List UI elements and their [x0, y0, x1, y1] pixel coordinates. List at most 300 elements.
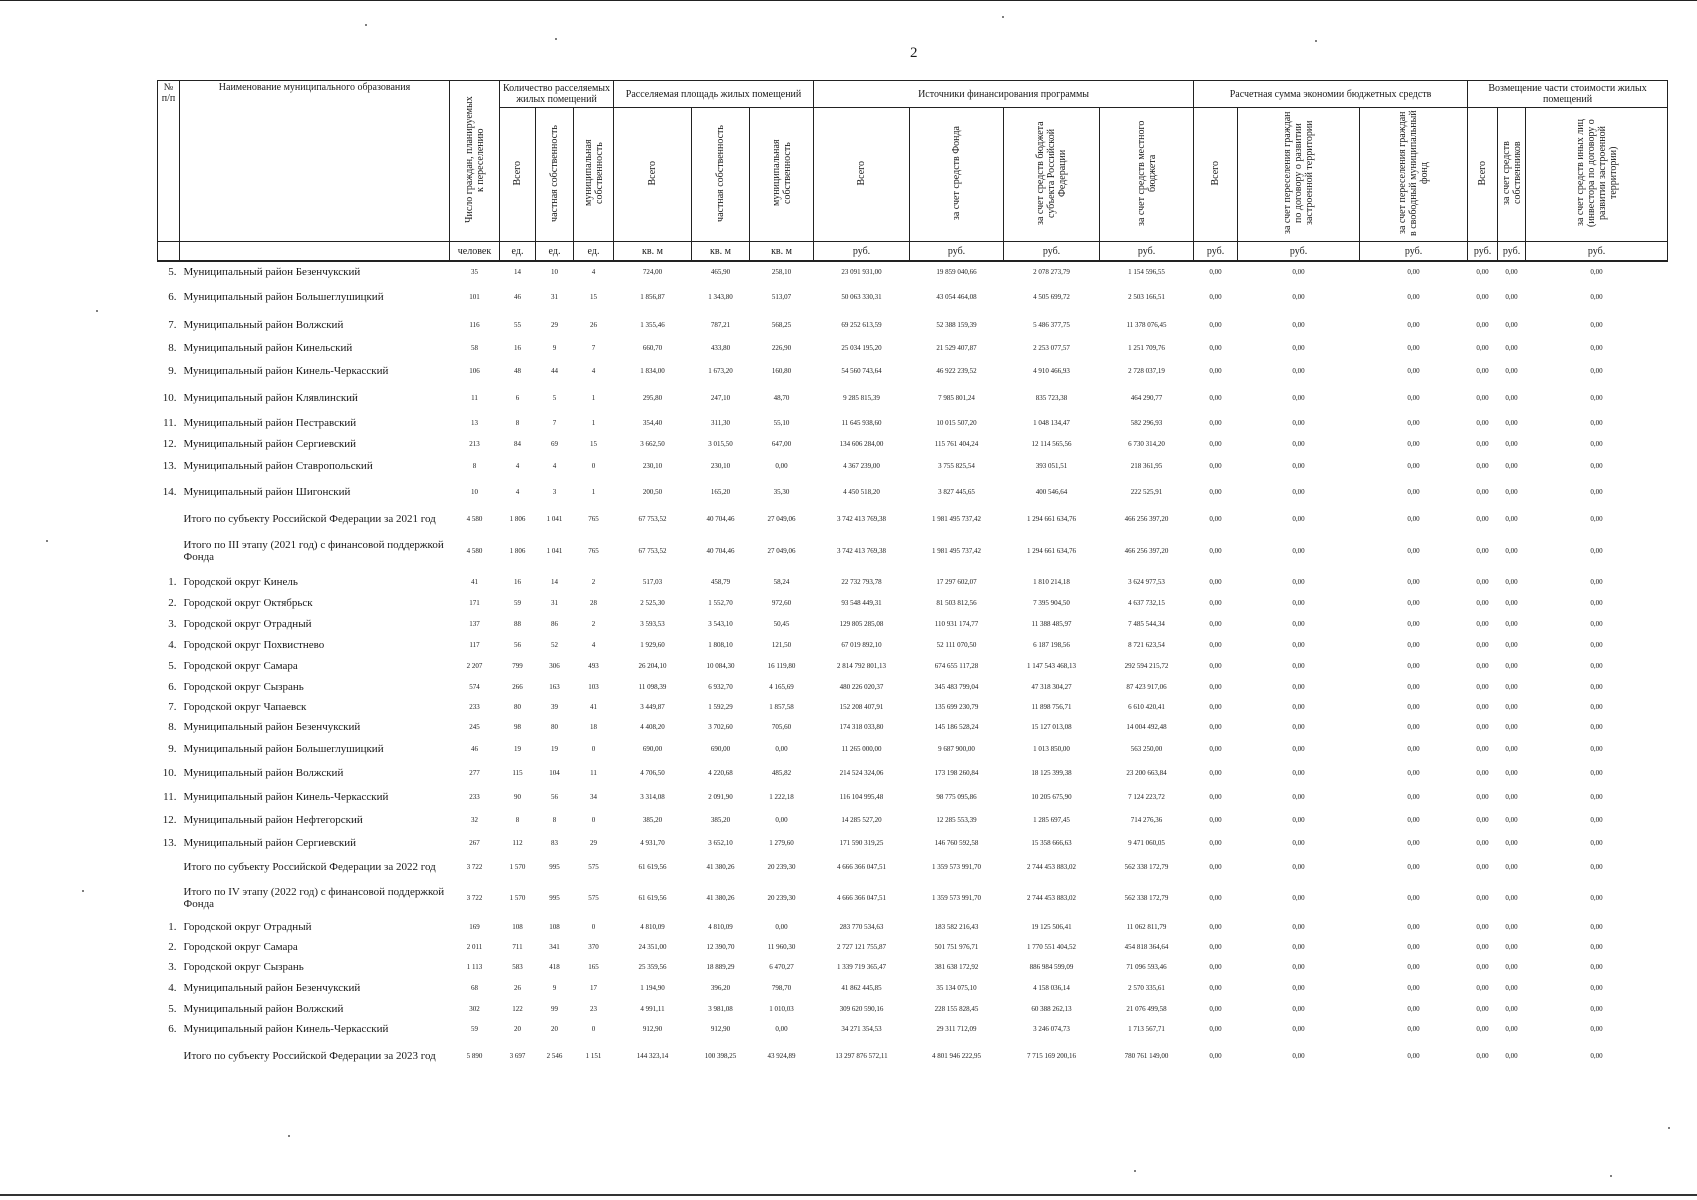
data-cell: 0,00: [1292, 862, 1305, 871]
data-cell: 103: [588, 683, 599, 691]
data-cell: 7: [591, 344, 596, 352]
data-cell: 2 253 077,57: [1033, 344, 1070, 352]
data-cell: 385,20: [642, 816, 663, 824]
page-number: 2: [910, 45, 918, 61]
data-cell: 1 355,46: [640, 320, 665, 329]
data-cell: 1 151: [585, 1052, 602, 1060]
row-name: Муниципальный район Пестравский: [183, 417, 357, 429]
data-cell: 0,00: [1292, 462, 1305, 470]
row-number: 8.: [168, 342, 177, 354]
data-cell: 18 125 399,38: [1031, 769, 1072, 777]
data-cell: 27 049,06: [767, 515, 796, 523]
row-name: Муниципальный район Волжский: [183, 1003, 344, 1015]
table-row: [158, 697, 1668, 717]
data-cell: 9 471 060,05: [1128, 839, 1165, 847]
data-cell: 0,00: [1407, 267, 1420, 276]
data-cell: 1 113: [466, 963, 483, 971]
row-number: 12.: [162, 438, 177, 450]
data-cell: 4 165,69: [769, 683, 794, 691]
data-cell: 160,80: [771, 367, 792, 375]
data-cell: 0,00: [1209, 943, 1222, 951]
data-cell: 8: [552, 816, 557, 824]
data-cell: 2 727 121 755,87: [837, 943, 887, 951]
header-qty-municipal-label: муниципальная собственность: [582, 139, 605, 207]
data-cell: 35 134 075,10: [936, 984, 977, 992]
data-cell: 400 546,64: [1035, 488, 1068, 496]
data-cell: 15 358 666,63: [1031, 839, 1072, 847]
table-total-row: [158, 1039, 1668, 1073]
data-cell: 798,70: [771, 984, 792, 992]
data-cell: 7 485 544,34: [1128, 620, 1165, 628]
data-cell: 2 091,90: [708, 793, 733, 801]
row-number: 10.: [162, 767, 177, 779]
data-cell: 0,00: [1292, 943, 1305, 951]
data-cell: 15: [590, 440, 597, 448]
data-cell: 0,00: [1590, 943, 1603, 951]
data-cell: 106: [469, 367, 480, 375]
data-cell: 11: [471, 394, 478, 402]
header-econ-total: [1194, 108, 1238, 242]
data-cell: 886 984 599,09: [1029, 963, 1074, 971]
data-cell: 3 697: [509, 1052, 526, 1060]
data-cell: 152 208 407,91: [839, 703, 884, 711]
data-cell: 0,00: [1407, 394, 1420, 402]
data-cell: 302: [469, 1005, 480, 1013]
data-cell: 1 359 573 991,70: [932, 862, 982, 871]
data-cell: 0,00: [1209, 440, 1222, 448]
data-cell: 464 290,77: [1130, 394, 1163, 402]
header-area-total: [614, 108, 692, 242]
data-cell: 267: [469, 839, 480, 847]
data-cell: 0,00: [1590, 816, 1603, 824]
data-cell: 20 239,30: [767, 894, 796, 902]
data-cell: 0,00: [1505, 344, 1518, 352]
row-number: 8.: [168, 721, 177, 733]
data-cell: 10 084,30: [706, 662, 735, 670]
data-cell: 0,00: [1476, 394, 1489, 402]
header-area-private-label: частная собственность: [715, 124, 727, 222]
data-cell: 0,00: [1292, 744, 1305, 753]
data-cell: 98: [514, 723, 521, 731]
data-cell: 0,00: [1209, 344, 1222, 352]
data-cell: 44: [551, 367, 558, 375]
row-number: 9.: [168, 742, 177, 755]
table-row: [158, 593, 1668, 613]
data-cell: 3 246 074,73: [1033, 1025, 1070, 1033]
data-cell: 11 898 756,71: [1031, 703, 1072, 711]
data-cell: 1 147 543 468,13: [1027, 662, 1077, 670]
data-cell: 0,00: [1476, 862, 1489, 871]
data-cell: 54 560 743,64: [841, 367, 882, 375]
data-cell: 4 910 466,93: [1033, 367, 1070, 375]
data-cell: 0,00: [1505, 367, 1518, 375]
data-cell: 0,00: [1209, 703, 1222, 711]
data-cell: 780 761 149,00: [1124, 1052, 1169, 1060]
data-cell: 1 279,60: [769, 839, 794, 847]
data-cell: 341: [549, 943, 560, 951]
data-cell: 12 114 565,56: [1031, 440, 1072, 448]
data-cell: 0,00: [1476, 367, 1489, 375]
data-cell: 0,00: [1476, 267, 1489, 276]
row-name: Муниципальный район Кинель-Черкасский: [183, 791, 389, 803]
data-cell: 799: [512, 662, 523, 670]
data-cell: 0,00: [1505, 683, 1518, 691]
data-cell: 1 552,70: [708, 599, 733, 607]
data-cell: 55,10: [773, 419, 790, 427]
data-cell: 146 760 592,58: [934, 839, 979, 847]
data-cell: 381 638 172,92: [934, 963, 979, 971]
data-cell: 3 722: [466, 894, 483, 902]
header-fin-total-label: Всего: [856, 160, 868, 186]
data-cell: 1 770 551 404,52: [1027, 943, 1077, 951]
row-number: 5.: [168, 1003, 177, 1015]
data-cell: 0,00: [1476, 440, 1489, 448]
data-cell: 19: [514, 744, 521, 753]
data-cell: 0,00: [1590, 963, 1603, 971]
table-row: [158, 937, 1668, 957]
data-cell: 0,00: [1292, 1052, 1305, 1060]
data-cell: 174 318 033,80: [839, 723, 884, 731]
data-cell: 129 805 285,08: [839, 620, 884, 628]
unit-cell: руб.: [814, 242, 910, 262]
data-cell: 2 011: [466, 943, 483, 951]
data-cell: 2 814 792 801,13: [837, 662, 887, 670]
data-cell: 0,00: [1292, 769, 1305, 777]
unit-cell: ед.: [536, 242, 574, 262]
data-cell: 165,20: [710, 488, 731, 496]
data-cell: 11 098,39: [638, 683, 667, 691]
scan-speck: [1315, 40, 1317, 42]
data-cell: 266: [512, 683, 523, 691]
unit-cell: руб.: [910, 242, 1004, 262]
data-cell: 1 359 573 991,70: [932, 894, 982, 902]
data-cell: 0,00: [1407, 963, 1420, 971]
data-cell: 674 655 117,28: [934, 662, 979, 670]
data-cell: 0,00: [1407, 599, 1420, 607]
data-cell: 1 981 495 737,42: [932, 547, 982, 555]
data-cell: 4 801 946 222,95: [932, 1052, 982, 1060]
data-cell: 19: [551, 744, 558, 753]
data-cell: 0,00: [1407, 292, 1420, 301]
row-name: Итого по III этапу (2021 год) с финансовой поддержкой Фонда: [183, 539, 444, 563]
table-total-row: [158, 879, 1668, 917]
data-cell: 80: [551, 723, 558, 731]
data-cell: 1 857,58: [769, 703, 794, 711]
data-cell: 1 834,00: [640, 367, 665, 375]
data-cell: 0,00: [1505, 488, 1518, 496]
data-cell: 0: [591, 462, 596, 470]
data-cell: 0,00: [1590, 394, 1603, 402]
data-cell: 1 856,87: [640, 292, 665, 301]
table-row: [158, 261, 1668, 281]
data-cell: 563 250,00: [1130, 744, 1163, 753]
data-cell: 29 311 712,09: [936, 1025, 977, 1033]
data-cell: 466 256 397,20: [1124, 515, 1169, 523]
data-cell: 0,00: [1476, 620, 1489, 628]
data-cell: 0,00: [1209, 462, 1222, 470]
table-row: [158, 571, 1668, 593]
data-cell: 0,00: [1505, 862, 1518, 871]
data-cell: 1 343,80: [708, 292, 733, 301]
row-number: 1.: [168, 576, 177, 588]
data-cell: 690,00: [710, 744, 731, 753]
data-cell: 6 470,27: [769, 963, 794, 971]
data-cell: 0,00: [1407, 839, 1420, 847]
data-cell: 0,00: [1209, 641, 1222, 649]
header-qty-total: [500, 108, 536, 242]
data-cell: 22 732 793,78: [841, 578, 882, 586]
row-number: 6.: [168, 681, 177, 693]
header-econ-group: Расчетная сумма экономии бюджетных средств: [1194, 81, 1468, 108]
table-row: [158, 677, 1668, 697]
row-name: Муниципальный район Безенчукский: [183, 721, 361, 733]
data-cell: 0,00: [1292, 599, 1305, 607]
data-cell: 2: [591, 620, 596, 628]
row-name: Муниципальный район Кинельский: [183, 342, 353, 354]
data-cell: 1 981 495 737,42: [932, 515, 982, 523]
data-cell: 0,00: [1292, 367, 1305, 375]
data-cell: 0,00: [1407, 1025, 1420, 1033]
data-cell: 2 546: [546, 1052, 563, 1060]
data-cell: 11 265 000,00: [841, 744, 882, 753]
data-cell: 233: [469, 703, 480, 711]
table-row: [158, 433, 1668, 455]
data-cell: 14: [514, 267, 521, 276]
data-cell: 1 251 709,76: [1128, 344, 1165, 352]
data-cell: 0,00: [1505, 641, 1518, 649]
data-cell: 0,00: [1292, 515, 1305, 523]
data-cell: 517,03: [642, 578, 663, 586]
data-cell: 0,00: [1407, 769, 1420, 777]
data-cell: 11 645 938,60: [841, 419, 882, 427]
data-cell: 16: [514, 578, 521, 586]
data-cell: 69 252 613,59: [841, 320, 882, 329]
data-cell: 0,00: [1590, 320, 1603, 329]
data-cell: 1 808,10: [708, 641, 733, 649]
data-cell: 0,00: [1590, 462, 1603, 470]
data-cell: 582 296,93: [1130, 419, 1163, 427]
data-cell: 7 985 801,24: [938, 394, 975, 402]
data-cell: 233: [469, 793, 480, 801]
data-cell: 29: [551, 320, 558, 329]
data-cell: 0,00: [1505, 723, 1518, 731]
row-name: Муниципальный район Безенчукский: [183, 982, 361, 994]
data-cell: 0,00: [1292, 963, 1305, 971]
data-cell: 100 398,25: [704, 1052, 737, 1060]
data-cell: 0,00: [1407, 793, 1420, 801]
header-qty-private-label: частная собственность: [549, 124, 560, 222]
data-cell: 4: [591, 267, 596, 276]
data-cell: 2 744 453 883,02: [1027, 894, 1077, 902]
data-cell: 0,00: [1407, 1052, 1420, 1060]
data-cell: 311,30: [711, 419, 731, 427]
row-number: 11.: [163, 417, 177, 429]
data-cell: 11 960,30: [767, 943, 796, 951]
data-cell: 568,25: [771, 320, 792, 329]
data-cell: 0,00: [1590, 683, 1603, 691]
data-cell: 0,00: [1209, 744, 1222, 753]
data-cell: 0,00: [1209, 816, 1222, 824]
data-cell: 0,00: [1476, 578, 1489, 586]
data-cell: 35,30: [773, 488, 790, 496]
row-name: Городской округ Отрадный: [183, 921, 312, 933]
data-cell: 0,00: [1590, 839, 1603, 847]
data-cell: 8: [515, 816, 520, 824]
header-comp-others-label: за счет средств иных лиц (инвестора по договору о развитии застроенной территории): [1574, 119, 1619, 227]
data-cell: 115: [512, 769, 523, 777]
data-cell: 0,00: [1209, 620, 1222, 628]
data-cell: 122: [512, 1005, 523, 1013]
data-cell: 292 594 215,72: [1124, 662, 1169, 670]
data-cell: 2 728 037,19: [1128, 367, 1165, 375]
data-cell: 0,00: [1292, 923, 1305, 931]
row-number: 7.: [168, 701, 177, 713]
data-cell: 98 775 095,86: [936, 793, 977, 801]
row-name: Муниципальный район Большеглушицкий: [183, 290, 384, 303]
data-cell: 0,00: [1407, 515, 1420, 523]
data-cell: 8: [472, 462, 477, 470]
data-cell: 396,20: [710, 984, 731, 992]
data-cell: 59: [514, 599, 521, 607]
data-cell: 583: [512, 963, 523, 971]
data-cell: 3 722: [466, 862, 483, 871]
header-citizens-label: Число граждан, планируемых к переселению: [463, 96, 486, 223]
data-cell: 0,00: [1209, 683, 1222, 691]
data-cell: 26 204,10: [638, 662, 667, 670]
data-cell: 0,00: [1407, 344, 1420, 352]
data-cell: 0,00: [1476, 793, 1489, 801]
data-cell: 0,00: [1590, 1052, 1603, 1060]
data-cell: 80: [514, 703, 521, 711]
data-cell: 995: [549, 894, 560, 902]
unit-cell: руб.: [1238, 242, 1360, 262]
data-cell: 480 226 020,37: [839, 683, 884, 691]
data-cell: 26: [590, 320, 597, 329]
row-name: Городской округ Чапаевск: [183, 701, 307, 713]
data-cell: 12 390,70: [706, 943, 735, 951]
data-cell: 0,00: [1590, 367, 1603, 375]
data-cell: 711: [512, 943, 523, 951]
data-cell: 0,00: [1476, 488, 1489, 496]
data-cell: 23 200 663,84: [1126, 769, 1167, 777]
data-cell: 3 314,08: [640, 793, 665, 801]
data-cell: 0,00: [1590, 894, 1603, 902]
data-cell: 562 338 172,79: [1124, 894, 1169, 902]
data-cell: 0,00: [1476, 292, 1489, 301]
data-cell: 0,00: [1407, 816, 1420, 824]
data-cell: 50 063 330,31: [841, 292, 882, 301]
data-cell: 0,00: [1590, 488, 1603, 496]
scan-speck: [365, 24, 367, 26]
data-cell: 0,00: [1407, 703, 1420, 711]
data-cell: 41: [590, 703, 597, 711]
data-cell: 1 285 697,45: [1033, 816, 1070, 824]
data-cell: 3 981,08: [708, 1005, 733, 1013]
header-econ-total-label: Всего: [1210, 160, 1222, 186]
data-cell: 0,00: [1590, 744, 1603, 753]
unit-cell: ед.: [500, 242, 536, 262]
data-cell: 0,00: [1209, 320, 1222, 329]
data-cell: 0,00: [1292, 894, 1305, 902]
data-cell: 4: [552, 462, 557, 470]
unit-cell: руб.: [1194, 242, 1238, 262]
row-name: Муниципальный район Шигонский: [183, 486, 351, 498]
data-cell: 40 704,46: [706, 547, 735, 555]
data-cell: 58: [471, 344, 478, 352]
data-cell: 117: [469, 641, 480, 649]
data-cell: 493: [588, 662, 599, 670]
row-name: Городской округ Похвистнево: [183, 639, 325, 651]
data-cell: 0,00: [1476, 816, 1489, 824]
data-cell: 69: [551, 440, 558, 448]
top-border-line: [0, 0, 1697, 1]
header-econ-free-label: за счет переселения граждан в свободный муниципальный фонд: [1397, 110, 1431, 236]
data-cell: 56: [514, 641, 521, 649]
data-cell: 0,00: [1505, 662, 1518, 670]
data-cell: 0,00: [1476, 320, 1489, 329]
data-cell: 0,00: [1505, 599, 1518, 607]
data-cell: 4 666 366 047,51: [837, 862, 887, 871]
data-cell: 0,00: [1209, 963, 1222, 971]
data-cell: 47 318 304,27: [1031, 683, 1072, 691]
data-cell: 108: [549, 923, 560, 931]
data-cell: 4 810,09: [708, 923, 733, 931]
row-name: Муниципальный район Клявлинский: [183, 392, 358, 404]
row-number: [158, 531, 180, 571]
row-number: 4.: [168, 639, 177, 651]
data-cell: 3 742 413 769,38: [837, 547, 887, 555]
data-cell: 0,00: [1505, 793, 1518, 801]
data-cell: 0,00: [1292, 547, 1305, 555]
data-cell: 283 770 534,63: [839, 923, 884, 931]
data-cell: 8: [515, 419, 520, 427]
header-area-municipal: [750, 108, 814, 242]
unit-cell: кв. м: [692, 242, 750, 262]
table-row: [158, 413, 1668, 433]
data-cell: 222 525,91: [1130, 488, 1163, 496]
data-cell: 0,00: [1209, 839, 1222, 847]
data-cell: 8 721 623,54: [1128, 641, 1165, 649]
data-cell: 14 004 492,48: [1126, 723, 1167, 731]
data-cell: 121,50: [771, 641, 792, 649]
data-cell: 0,00: [1407, 662, 1420, 670]
table-row: [158, 977, 1668, 999]
data-cell: 84: [514, 440, 521, 448]
table-row: [158, 312, 1668, 337]
data-cell: 0,00: [1292, 344, 1305, 352]
data-cell: 21 529 407,87: [936, 344, 977, 352]
data-cell: 173 198 260,84: [934, 769, 979, 777]
data-cell: 171: [469, 599, 480, 607]
data-cell: 0,00: [775, 462, 788, 470]
data-cell: 0,00: [1407, 547, 1420, 555]
data-cell: 0,00: [1292, 703, 1305, 711]
row-name: Городской округ Кинель: [183, 576, 298, 588]
data-cell: 46: [471, 744, 478, 753]
row-number: 9.: [168, 365, 177, 377]
data-cell: 1 041: [546, 515, 563, 523]
table-row: [158, 717, 1668, 737]
data-cell: 0,00: [1209, 599, 1222, 607]
data-cell: 458,79: [710, 578, 731, 586]
data-cell: 0,00: [1407, 578, 1420, 586]
data-cell: 116: [469, 320, 480, 329]
data-cell: 0,00: [1292, 1005, 1305, 1013]
data-cell: 52 388 159,39: [936, 320, 977, 329]
data-cell: 575: [588, 862, 599, 871]
row-number: 5.: [168, 265, 177, 278]
data-cell: 1 013 850,00: [1033, 744, 1070, 753]
